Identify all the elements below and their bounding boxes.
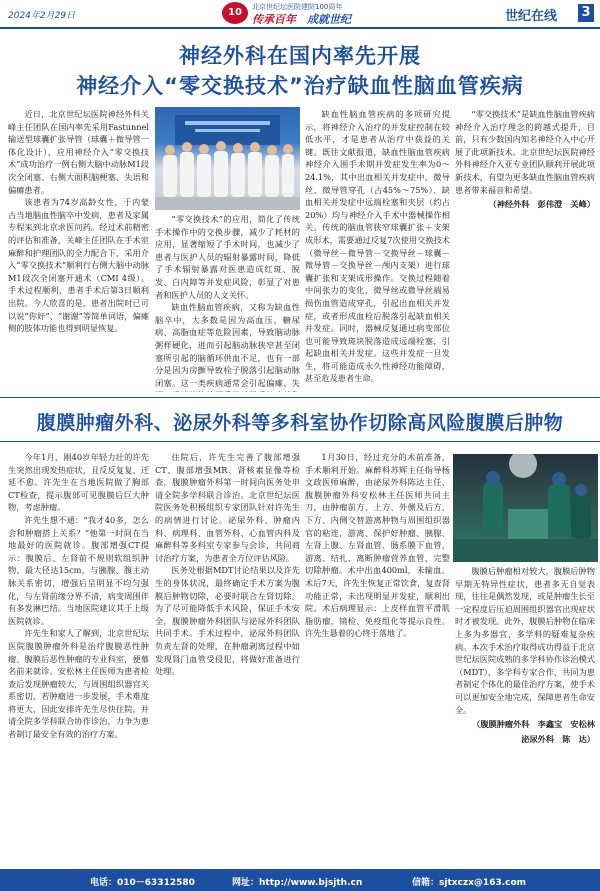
article2-column-2: [155, 451, 300, 865]
hospital-logo-icon: 10: [222, 2, 248, 24]
article2-column-3: [305, 451, 450, 865]
paragraph: 许先生和家人了解到，北京世纪坛医院腹膜肿瘤外科是治疗腹膜恶性肿瘤、腹膜后恶性肿瘤的专业科室，便慕名前来就诊。安松林主任医师为患者检查后发现肿瘤较大，与周围组织器官关系密切，若肿瘤进一步发展，手术难度将更大，因此安排许先生尽快住院，并请全院多学科联合协作诊治，力争为患者制订最安全有效的治疗方案。: [8, 628, 149, 740]
article1-column-1: [8, 108, 149, 392]
article1-column-3: [305, 108, 450, 392]
paragraph: 该患者为74岁高龄女性，于内蒙古当地脑血性脑卒中发病，患者及家属专程来到北京求医问药。经过术前精密的评估和准备，关峰主任团队在手术室麻醉和护理团队的全力配合下，采用介入“零交换技术”顺利行右侧大脑中动脉M1段次全闭塞开通术（CMI 4级）。手术过程顺利，患者手术后第3日顺利出院。今人欣喜的是，患者出院时已可以说“你好”、“谢谢”等简单词语，偏瘫侧的肢体功能也得到明显恢复。: [8, 197, 149, 334]
article1-title-line1: 神经外科在国内率先开展: [179, 44, 421, 68]
article2-column-1: [8, 451, 149, 865]
paragraph: 腹膜后肿瘤相对较大，腹膜后肿物早期无特异性症状，患者多无自觉表现，往往是偶然发现，或是肿瘤生长至一定程度后压迫周围组织器官出现症状时才被发现。此外，腹膜后肿物在临床上多为多器官、多学科的疑难复杂疾病。本次手术治疗取得成功得益于北京世纪坛医院成熟的多学科协作诊治模式（MDT），多学科专家合作，共同为患者制定个体化的最佳治疗方案，使手术可以更加安全地完成，保障患者生命安全。: [455, 566, 595, 715]
section-title: 世纪在线: [505, 9, 558, 24]
slogan: 传承百年 成就世纪: [252, 13, 351, 26]
paragraph: 住院后，许先生完善了腹部增强CT、腹部增强MR、肾核素显像等检查，腹膜肿瘤外科第一时间向医务处申请全院多学科联合诊治。北京世纪坛医院医务处积极组织专家团队针对许先生的病情进行讨论。泌尿外科、肿瘤内科、病理科、血管外科、心血管内科及麻醉科等多科室专家参与会诊，共同商讨治疗方案，为患者全方位评估风险。: [155, 452, 300, 563]
paragraph: “零交换技术”的应用，简化了传统手术操作中的交换步骤，减少了耗材的应用，显著缩短了手术时间，也减少了患者与医护人员的辐射暴露时间，降低了手术辐射暴露对医患造成红斑、脱发、白内障等并发症风险，彰显了对患者和医护人员的人文关怀。: [155, 214, 300, 300]
header-rule: [0, 27, 600, 29]
footer-phone: 电话：010－63312580: [90, 878, 195, 888]
section-divider: [0, 397, 600, 398]
paragraph: 缺血性脑血管疾病，又称为缺血性脑卒中，大多数是因为高血压、糖尿病、高脂血症等危险因素，导致脑动脉粥样硬化，进而引起脑动脉狭窄甚至闭塞所引起的脑循环供血不足，也有一部分是因为房颤导致栓子脱落引起脑动脉闭塞。这一类疾病通常会引起偏瘫、失: [155, 302, 300, 388]
article2-byline-1: （腹膜肿瘤外科 李鑫宝 安松林: [472, 719, 595, 730]
paragraph: 许先生想不通：“我才40多，怎么会和肿瘤搭上关系？”他第一时间在当地最好的医院就诊。腹部增强CT提示：腹膜后、左肾前不规则软组织肿物，最大径达15cm，与胰腺、腹主动脉关系密切，增强后呈明显不均匀强化，与左肾前缘分界不清，病变周围伴有多发淋巴结。当地医院建议其于上级医院就诊。: [8, 514, 149, 626]
footer-email[interactable]: 信箱：sjtxczx@163.com: [412, 878, 527, 888]
article1-column-2: [155, 213, 300, 392]
paragraph: 1月30日，经过充分的术前准备，手术顺利开始。麻醉科苏辉主任指导杨文政医师麻醉，由泌尿外科陈达主任、腹膜肿瘤外科安松林主任医师共同主刀，由肿瘤前方、上方、外侧及后方、下方、内侧交替游离肿物与周围组织器官的粘连，游离、保护好肿瘤、胰腺、左肾上腺、左肾血管、肠系膜下血管，游离、结扎、离断肿瘤营养血管，完整切除肿瘤。术中出血400ml，未输血。术后7天，许先生恢复正常饮食，复查肾功能正常，未出现明显并发症，顺利出院。术后病理显示：上皮样血管平滑肌脂肪瘤，镜检、免疫组化等提示良性。许先生悬着的心终于落地了。: [305, 452, 450, 639]
centennial-banner: 北京世纪坛医院建院100周年: [252, 3, 343, 11]
issue-date: 2024年2月29日: [8, 11, 76, 21]
article2-title-rule: [0, 441, 600, 442]
surgery-photo: [453, 454, 598, 562]
paragraph: 缺血性脑血管疾病的多项研究提示，将神经介入治疗的并发症控制在较低水平，才是患者从治疗中获益的关键。既往文献报道，缺血性脑血管疾病神经介入围手术期并发症发生率为0～24.1%，其中出血相关并发症中，微导丝、微导管穿孔（占45%～75%）、缺血相关并发症中远端栓塞和夹层（约占20%）均与神经介入手术中器械操作相关。传统的脑血管狭窄球囊扩张＋支架成形术，需要通过反复7次使用交换技术（微导丝－微导管－交换导丝－球囊－微导管－交换导丝－颅内支架）进行球囊扩张和支架成形操作。交换过程随着中间张力的变化，微导丝或微导丝端易损伤血管造成穿孔，引起出血相关并发症，或者形成血栓后脱落引起缺血相关并发症。同时，器械反复通过病变部位也可能导致斑块脱落造成远端栓塞，引起缺血相关并发症。这些并发症一旦发生，将可能造成永久性神经功能障碍，甚至危及患者生命。: [305, 109, 450, 384]
article2-title: 腹膜肿瘤外科、泌尿外科等多科室协作切除高风险腹膜后肿物: [36, 412, 564, 434]
team-photo-image: [155, 107, 300, 210]
article2-byline-2: 泌尿外科 陈 达）: [521, 733, 595, 744]
surgery-photo-image: [453, 454, 598, 562]
paragraph: “零交换技术”是缺血性脑血管疾病神经介入治疗理念的跨越式提升，目前，只有少数国内知名神经介入中心开展了此项新技术。北京世纪坛医院神经外科神经介入亚专业团队顺利开展此项新技术，有望为更多缺血性脑血管疾病患者带来福音和希望。: [455, 109, 595, 195]
paragraph: 近日，北京世纪坛医院神经外科关峰主任团队在国内率先采用Fastunnel输送型球囊扩张导管（球囊＋微导管一体化设计），应用神经介入“零交换技术”成功治疗一例右侧大脑中动脉M1段次全闭塞、右侧大面积脑梗塞、失语和偏瘫患者。: [8, 109, 149, 195]
article1-byline: （神经外科 彭伟澄 关峰）: [488, 199, 595, 210]
footer-bar: [0, 869, 600, 891]
article1-title-line2: 神经介入“零交换技术”治疗缺血性脑血管疾病: [76, 74, 524, 98]
paragraph: 今年1月，刚40岁年轻力壮的许先生突然出现发热症状，且反反复复、迁延不愈。许先生在当地医院做了胸部CT检查，提示腹部可见腹膜后巨大肿物，考虑肿瘤。: [8, 452, 149, 513]
article2-column-4: [455, 565, 595, 865]
page-number: 3: [578, 4, 594, 22]
team-photo: [155, 107, 300, 210]
paragraph: 医务处根据MDT讨论结果以及许先生的身体状况，最终确定手术方案为腹膜后肿物切除，必要时联合左肾切除。为了尽可能降低手术风险，保证手术安全，腹膜肿瘤外科团队与泌尿外科团队共同手术。手术过程中，泌尿外科团队负责左肾的处理，在肿瘤剥离过程中如发现肾门血管受侵犯，将做好准备进行处理。: [155, 565, 300, 677]
masthead: [0, 0, 600, 26]
article1-column-4: [455, 108, 595, 396]
footer-website[interactable]: 网址：http://www.bjsjth.cn: [232, 878, 363, 888]
